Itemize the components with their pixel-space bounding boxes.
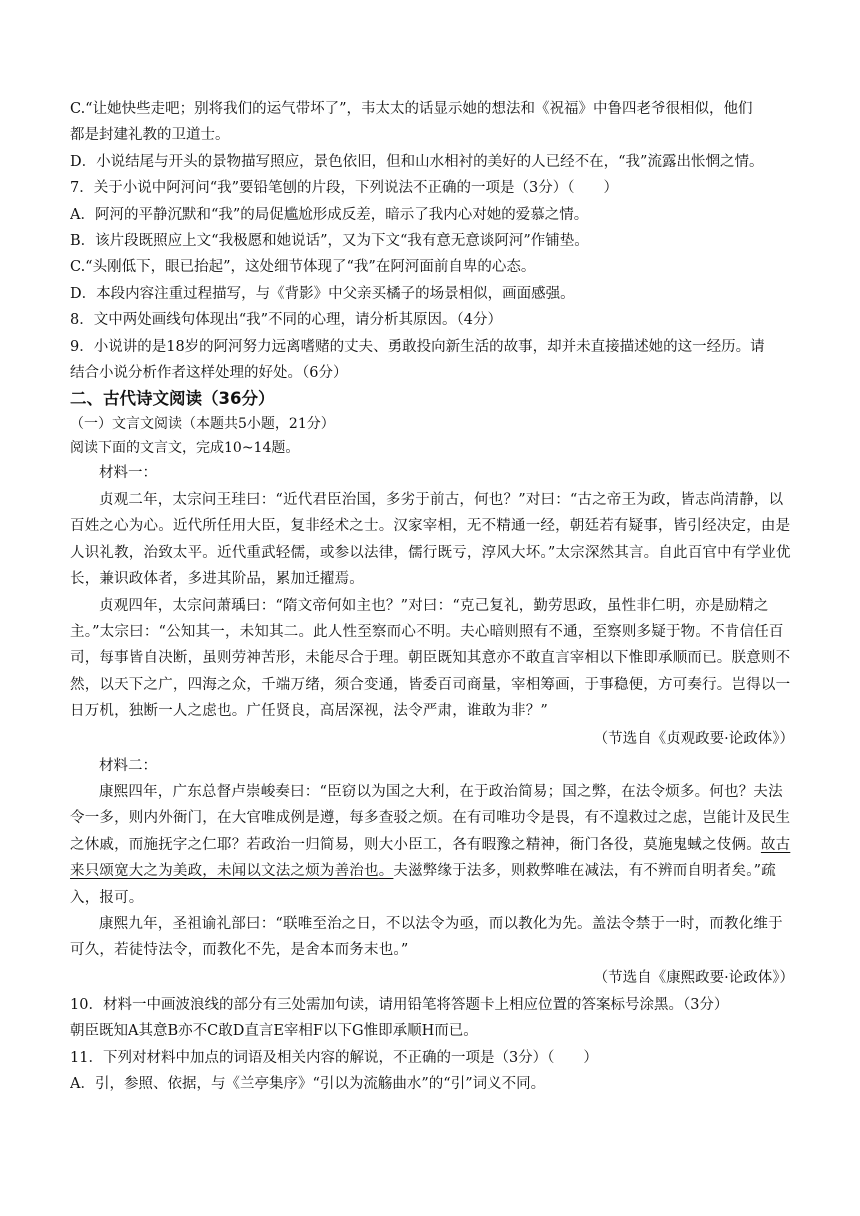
question-7: 7．关于小说中阿河问“我”要铅笔刨的片段，下列说法不正确的一项是（3分）（ ） bbox=[70, 180, 619, 197]
question-10-text: 朝臣既知A其意B亦不C敢D直言E宰相F以下G惟即承顺H而已。 bbox=[70, 1023, 478, 1040]
underlined-sentence: 故古来只颂宽大之为美政，未闻以文法之烦为善治也。 bbox=[70, 836, 791, 880]
exam-page bbox=[70, 96, 794, 1097]
question-9-line2: 结合小说分析作者这样处理的好处。（6分） bbox=[70, 365, 348, 382]
q6-option-c-line1: C.“让她快些走吧；别将我们的运气带坏了”，韦太太的话显示她的想法和《祝福》中鲁四老爷很相似，他们 bbox=[70, 101, 753, 117]
reading-instruction: 阅读下面的文言文，完成10~14题。 bbox=[70, 440, 300, 457]
material-2-paragraph-2: 康熙九年，圣祖谕礼部曰：“联唯至治之日，不以法令为亟，而以教化为先。盖法令禁于一时，而教化维于可久，若徒恃法令，而教化不先，是舍本而务末也。” bbox=[70, 915, 783, 959]
material-2-text-part1: 康熙四年，广东总督卢崇峻奏曰：“臣窃以为国之大利，在于政治简易；国之弊，在法令烦多。何也？夫法令一多，则内外衙门，在大官唯成例是遵，每多查驳之烦。在有司唯功令是畏，有不遑救过之虑，岂能计及民生之休戚，而施抚字之仁耶？若政治一归简易，则大小臣工，各有暇豫之精神，衙门各役，莫施鬼蜮之伎俩。 bbox=[70, 783, 791, 853]
q11-option-a: A．引，参照、依据，与《兰亭集序》“引以为流觞曲水”的“引”词义不同。 bbox=[70, 1076, 546, 1092]
material-2-paragraph-1 bbox=[70, 779, 794, 911]
material-2-text-part2: 夫滋弊缘于法多，则救弊唯在减法，有不辨而自明者矣。”疏入，报可。 bbox=[70, 863, 776, 906]
material-1-paragraph-1: 贞观二年，太宗问王珪曰：“近代君臣治国，多劣于前古，何也？”对曰：“古之帝王为政，皆志尚清静，以百姓之心为心。近代所任用大臣，复非经术之士。汉家宰相，无不精通一经，朝廷若有疑事，皆引经决定，由是人识礼教，治致太平。近代重武轻儒，或参以法律，儒行既亏，淳风大坏。”太宗深然其言。自此百官中有学业优长，兼识政体者，多进其阶品，累加迁擢焉。 bbox=[70, 491, 791, 588]
section-heading: 二、古代诗文阅读（36分） bbox=[70, 389, 275, 409]
question-9-line1: 9．小说讲的是18岁的阿河努力远离嗜赌的丈夫、勇敢投向新生活的故事，却并未直接描述她的这一经历。请 bbox=[70, 338, 765, 355]
q6-option-d: D．小说结尾与开头的景物描写照应，景色依旧，但和山水相衬的美好的人已经不在，“我”流露出怅惘之情。 bbox=[70, 153, 764, 170]
question-11: 11．下列对材料中加点的词语及相关内容的解说，不正确的一项是（3分）（ ） bbox=[70, 1049, 598, 1066]
q7-option-b: B．该片段既照应上文“我极愿和她说话”，又为下文“我有意无意谈阿河”作铺垫。 bbox=[70, 233, 589, 250]
material-1-source: （节选自《贞观政要·论政体》） bbox=[593, 730, 794, 747]
section-subheading: （一）文言文阅读（本题共5小题，21分） bbox=[70, 416, 335, 433]
q6-option-c-line2: 都是封建礼教的卫道士。 bbox=[70, 127, 230, 144]
material-1-label: 材料一： bbox=[99, 465, 157, 482]
q7-option-c: C.“头刚低下，眼已抬起”，这处细节体现了“我”在阿河面前自卑的心态。 bbox=[70, 259, 536, 276]
question-10: 10．材料一中画波浪线的部分有三处需加句读，请用铅笔将答题卡上相应位置的答案标号涂黑。（3分） bbox=[70, 996, 729, 1013]
q7-option-d: D．本段内容注重过程描写，与《背影》中父亲买橘子的场景相似，画面感强。 bbox=[70, 285, 575, 302]
question-8: 8．文中两处画线句体现出“我”不同的心理，请分析其原因。（4分） bbox=[70, 312, 503, 329]
material-1-paragraph-2: 贞观四年，太宗问萧瑀曰：“隋文帝何如主也？”对曰：“克己复礼，勤劳思政，虽性非仁明，亦是励精之主。”太宗曰：“公知其一，未知其二。此人性至察而心不明。夫心暗则照有不通，至察则多疑于物。不肯信任百司，每事皆自决断，虽则劳神苦形，未能尽合于理。朝臣既知其意亦不敢直言宰相以下惟即承顺而已。朕意则不然，以天下之广，四海之众，千端万绪，须合变通，皆委百司商量，宰相筹画，于事稳便，方可奏行。岂得以一日万机，独断一人之虑也。广任贤良，高居深视，法令严肃，谁敢为非？” bbox=[70, 597, 791, 720]
material-2-label: 材料二： bbox=[99, 757, 157, 774]
material-2-source: （节选自《康熙政要·论政体》） bbox=[593, 969, 794, 986]
q7-option-a: A．阿河的平静沉默和“我”的局促尴尬形成反差，暗示了我内心对她的爱慕之情。 bbox=[70, 206, 589, 223]
